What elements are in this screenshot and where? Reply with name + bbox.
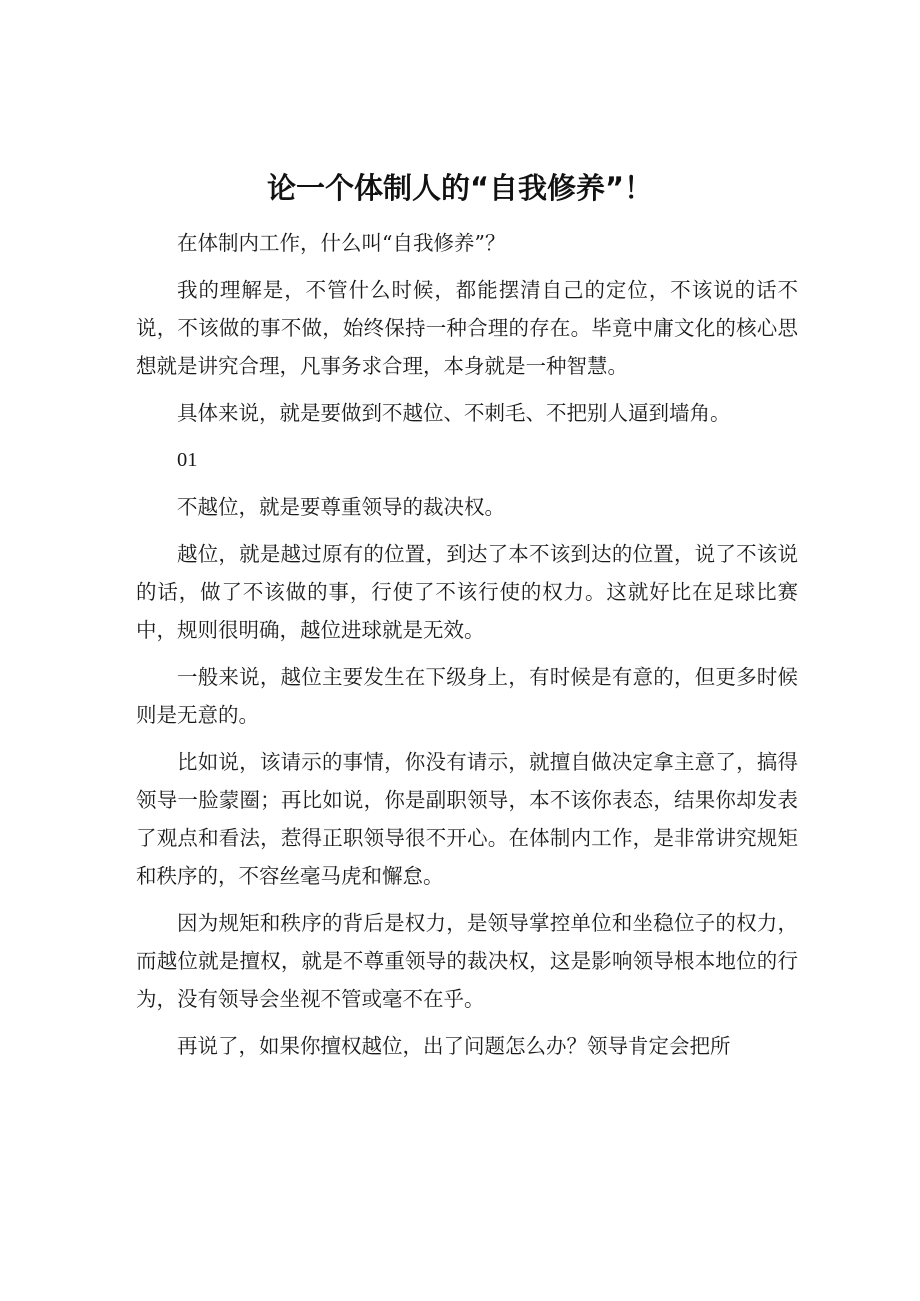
paragraph: 因为规矩和秩序的背后是权力，是领导掌控单位和坐稳位子的权力，而越位就是擅权，就是不尊重领导的裁决权，这是影响领导根本地位的行为，没有领导会坐视不管或毫不在乎。 bbox=[136, 911, 798, 1011]
paragraph: 比如说，该请示的事情，你没有请示，就擅自做决定拿主意了，搞得领导一脸蒙圈；再比如说，你是副职领导，本不该你表态，结果你却发表了观点和看法，惹得正职领导很不开心。在体制内工作，是非常讲究规矩和秩序的，不容丝毫马虎和懈怠。 bbox=[136, 750, 798, 888]
paragraph: 我的理解是，不管什么时候，都能摆清自己的定位，不该说的话不说，不该做的事不做，始终保持一种合理的存在。毕竟中庸文化的核心思想就是讲究合理，凡事务求合理，本身就是一种智慧。 bbox=[136, 278, 798, 378]
section-number: 01 bbox=[177, 449, 198, 471]
document-body bbox=[136, 224, 798, 1074]
paragraph: 在体制内工作，什么叫“自我修养”？ bbox=[177, 231, 506, 255]
paragraph: 越位，就是越过原有的位置，到达了本不该到达的位置，说了不该说的话，做了不该做的事，行使了不该行使的权力。这就好比在足球比赛中，规则很明确，越位进球就是无效。 bbox=[136, 542, 798, 642]
paragraph: 具体来说，就是要做到不越位、不刺毛、不把别人逼到墙角。 bbox=[177, 401, 731, 425]
paragraph: 再说了，如果你擅权越位，出了问题怎么办？领导肯定会把所 bbox=[177, 1034, 731, 1058]
paragraph: 一般来说，越位主要发生在下级身上，有时候是有意的，但更多时候则是无意的。 bbox=[136, 665, 798, 727]
section-heading: 不越位，就是要尊重领导的裁决权。 bbox=[177, 495, 505, 519]
document-title: 论一个体制人的“自我修养”！ bbox=[266, 171, 654, 205]
